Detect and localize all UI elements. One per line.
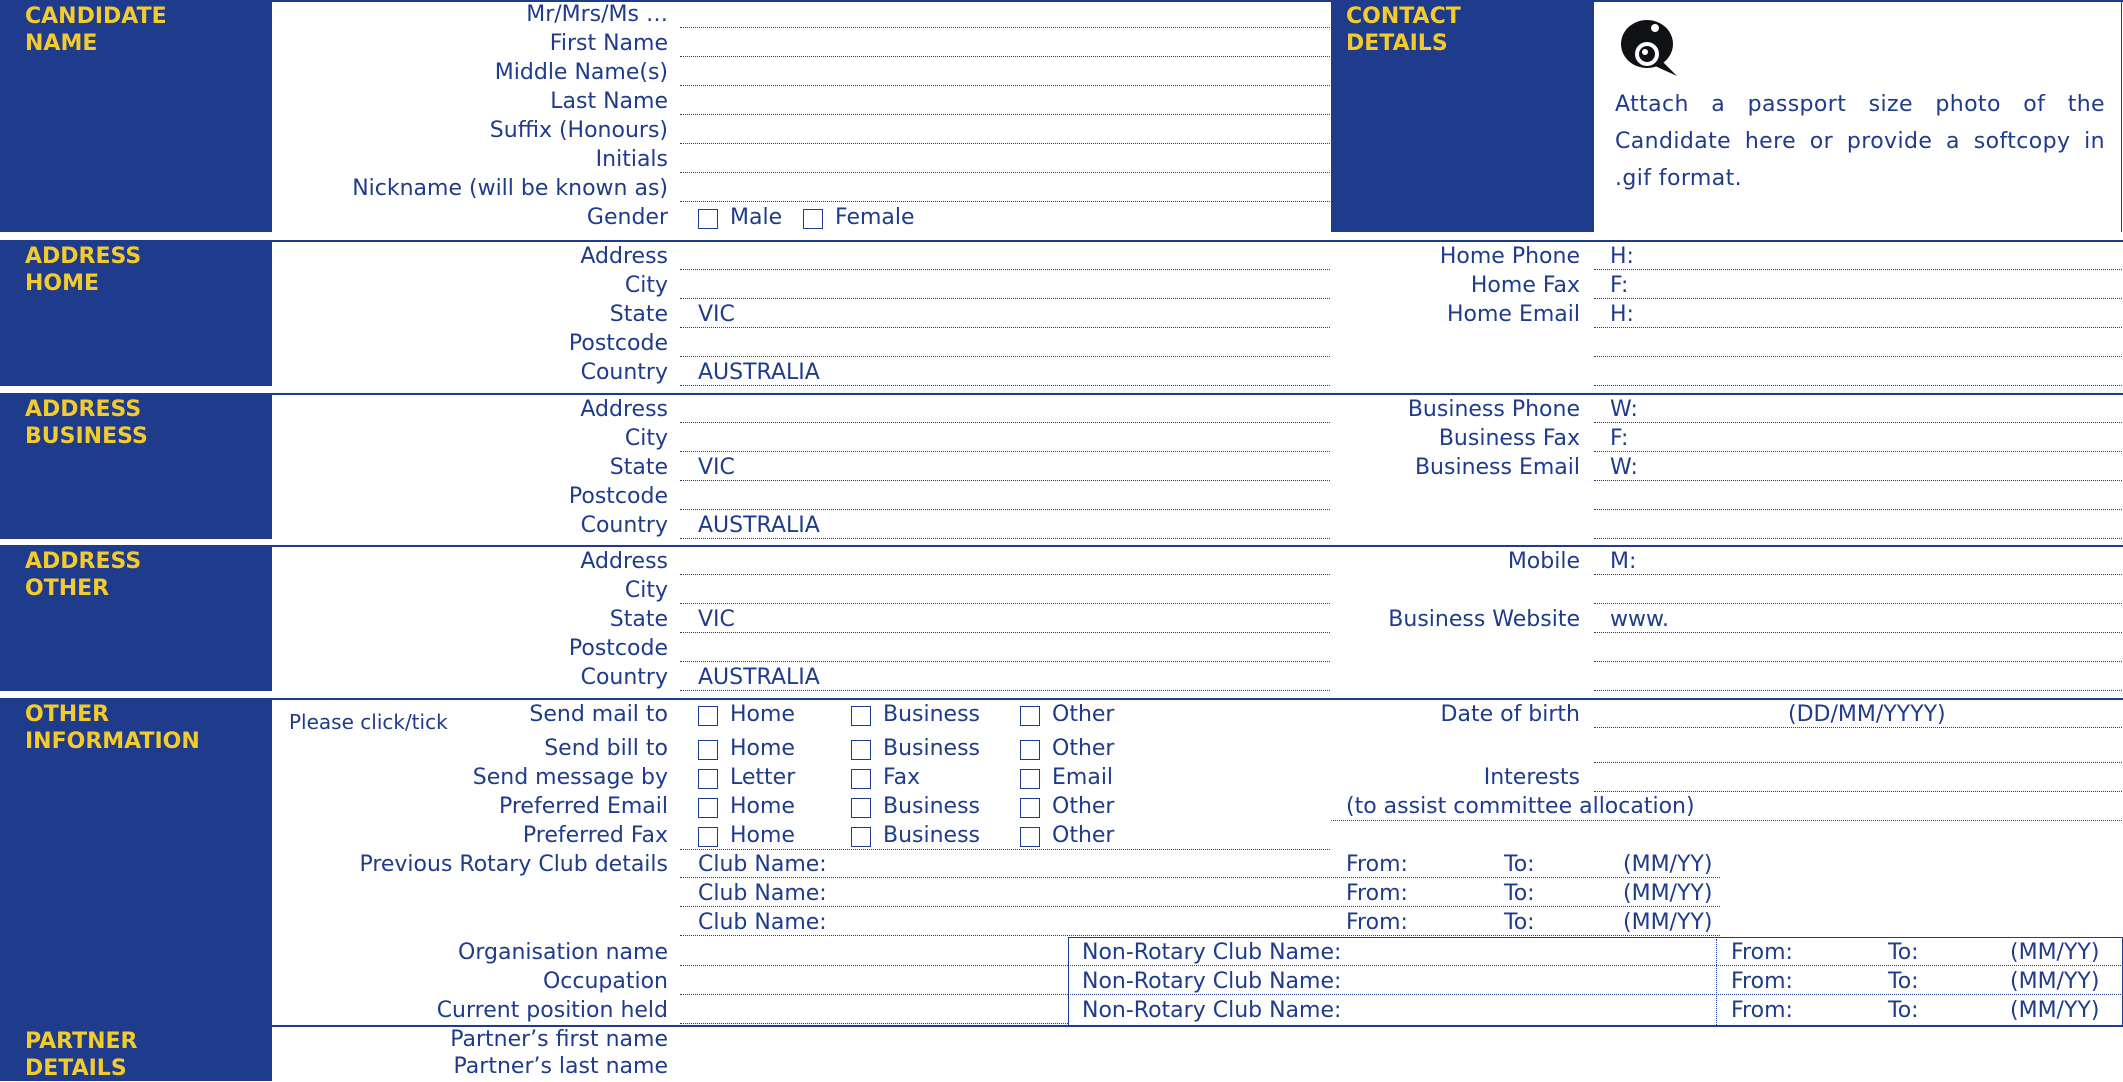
other-address-band	[0, 545, 272, 691]
section-rule	[0, 698, 2123, 700]
club-from-label: From:	[1346, 852, 1408, 877]
checkbox[interactable]	[1020, 827, 1040, 847]
club-name-label: Club Name:	[698, 910, 827, 935]
other-info-title: OTHER INFORMATION	[25, 702, 200, 754]
non-rotary-to: To:	[1888, 940, 1919, 965]
partner-band	[0, 1025, 272, 1081]
photo-instructions: Attach a passport size photo of the Candidate here or provide a softcopy in .gif format.	[1615, 92, 2105, 191]
non-rotary-from: From:	[1731, 940, 1793, 965]
checkbox[interactable]	[851, 740, 871, 760]
checkbox-label: Home	[730, 702, 795, 727]
candidate-field-label: Suffix (Honours)	[489, 118, 668, 143]
club-mmyy: (MM/YY)	[1623, 881, 1713, 906]
non-rotary-label: Non-Rotary Club Name:	[1082, 969, 1342, 994]
club-name-label: Club Name:	[698, 881, 827, 906]
input-line[interactable]	[680, 298, 1330, 299]
input-line[interactable]	[680, 451, 1330, 452]
candidate-field-label: Middle Name(s)	[494, 60, 668, 85]
address-field-label: Address	[580, 397, 668, 422]
input-line[interactable]	[680, 85, 1330, 86]
prev-club-label: Previous Rotary Club details	[359, 852, 668, 877]
candidate-field-label: Gender	[586, 205, 668, 230]
input-line[interactable]	[680, 603, 1330, 604]
checkbox[interactable]	[698, 769, 718, 789]
input-line[interactable]	[680, 480, 1330, 481]
partner-title: PARTNER DETAILS	[25, 1029, 138, 1081]
input-line[interactable]	[680, 965, 1068, 966]
address-field-label: Postcode	[568, 331, 668, 356]
input-line[interactable]	[680, 849, 1330, 850]
checkbox[interactable]	[698, 798, 718, 818]
candidate-field-label: Nickname (will be known as)	[352, 176, 668, 201]
input-line[interactable]	[680, 661, 1330, 662]
input-line[interactable]	[1594, 603, 2122, 604]
club-mmyy: (MM/YY)	[1623, 852, 1713, 877]
photo-drop-area[interactable]	[1594, 0, 2122, 232]
section-rule	[0, 545, 2123, 547]
input-line[interactable]	[1594, 327, 2122, 328]
checkbox[interactable]	[698, 827, 718, 847]
input-line[interactable]	[680, 877, 1720, 878]
checkbox[interactable]	[851, 769, 871, 789]
input-line[interactable]	[680, 632, 1330, 633]
preference-label: Send bill to	[544, 736, 668, 761]
input-line[interactable]	[680, 509, 1330, 510]
contact-label: Business Email	[1414, 455, 1580, 480]
partner-field-label: Partner’s first name	[450, 1027, 668, 1052]
input-line[interactable]	[680, 994, 1068, 995]
input-line[interactable]	[680, 1023, 1068, 1024]
input-line[interactable]	[1068, 965, 2123, 966]
club-name-label: Club Name:	[698, 852, 827, 877]
preference-label: Send mail to	[529, 702, 668, 727]
checkbox[interactable]	[851, 827, 871, 847]
input-line[interactable]	[1594, 269, 2122, 270]
input-line[interactable]	[1594, 791, 2122, 792]
input-line[interactable]	[680, 114, 1330, 115]
checkbox[interactable]	[851, 706, 871, 726]
input-line[interactable]	[680, 27, 1330, 28]
address-field-label: City	[624, 578, 668, 603]
input-line[interactable]	[680, 422, 1330, 423]
contact-label: Mobile	[1507, 549, 1580, 574]
contact-prefix: W:	[1610, 455, 1638, 480]
input-line[interactable]	[1594, 574, 2122, 575]
club-from-label: From:	[1346, 881, 1408, 906]
contact-prefix: W:	[1610, 397, 1638, 422]
address-other-section	[0, 545, 2123, 691]
candidate-title: CANDIDATE NAME	[25, 4, 167, 56]
address-field-label: Address	[580, 244, 668, 269]
checkbox-label: Home	[730, 794, 795, 819]
home-band	[0, 240, 272, 386]
checkbox-label: Letter	[730, 765, 796, 790]
checkbox-label: Fax	[883, 765, 921, 790]
checkbox-label: Email	[1052, 765, 1114, 790]
club-to-label: To:	[1504, 881, 1535, 906]
input-line[interactable]	[680, 201, 1330, 202]
input-line[interactable]	[1594, 762, 2122, 763]
input-line[interactable]	[1594, 385, 2122, 386]
contact-label: Home Fax	[1470, 273, 1580, 298]
input-line[interactable]	[1594, 538, 2122, 539]
tick-hint: Please click/tick	[289, 710, 448, 734]
checkbox[interactable]	[698, 740, 718, 760]
non-rotary-mmyy: (MM/YY)	[2010, 969, 2100, 994]
input-line[interactable]	[1594, 480, 2122, 481]
business-band	[0, 393, 272, 539]
club-to-label: To:	[1504, 852, 1535, 877]
input-line[interactable]	[1594, 690, 2122, 691]
non-rotary-mmyy: (MM/YY)	[2010, 998, 2100, 1023]
checkbox-label: Other	[1052, 736, 1115, 761]
club-to-label: To:	[1504, 910, 1535, 935]
candidate-band	[0, 0, 272, 232]
input-line[interactable]	[680, 574, 1330, 575]
input-line[interactable]	[680, 935, 1720, 936]
candidate-field-label: First Name	[549, 31, 668, 56]
candidate-field-label: Last Name	[550, 89, 668, 114]
contact-prefix: F:	[1610, 426, 1629, 451]
dob-format: (DD/MM/YYYY)	[1788, 702, 1946, 727]
input-line[interactable]	[680, 172, 1330, 173]
input-line[interactable]	[680, 906, 1720, 907]
non-rotary-divider	[1716, 939, 1717, 1025]
checkbox[interactable]	[1020, 769, 1040, 789]
contact-prefix: H:	[1610, 302, 1634, 327]
interests-label: Interests	[1483, 765, 1580, 790]
input-line[interactable]	[1594, 632, 2122, 633]
input-line[interactable]	[1594, 727, 2122, 728]
non-rotary-mmyy: (MM/YY)	[2010, 940, 2100, 965]
non-rotary-to: To:	[1888, 998, 1919, 1023]
non-rotary-label: Non-Rotary Club Name:	[1082, 940, 1342, 965]
dob-label: Date of birth	[1440, 702, 1580, 727]
contact-prefix: www.	[1610, 607, 1669, 632]
candidate-field-label: Initials	[595, 147, 668, 172]
section-rule	[0, 393, 2123, 395]
checkbox-label: Business	[883, 702, 981, 727]
partner-field-label: Partner’s last name	[453, 1054, 668, 1079]
checkbox-label: Home	[730, 823, 795, 848]
contact-prefix: H:	[1610, 244, 1634, 269]
contact-label: Business Website	[1388, 607, 1580, 632]
input-line[interactable]	[1331, 820, 2122, 821]
preference-label: Send message by	[472, 765, 668, 790]
input-line[interactable]	[680, 327, 1330, 328]
checkbox[interactable]	[1020, 706, 1040, 726]
contact-label: Business Phone	[1407, 397, 1580, 422]
non-rotary-label: Non-Rotary Club Name:	[1082, 998, 1342, 1023]
address-field-label: City	[624, 273, 668, 298]
address-field-label: Postcode	[568, 636, 668, 661]
address-field-label: Country	[580, 513, 668, 538]
checkbox-label: Business	[883, 794, 981, 819]
checkbox-label: Female	[835, 205, 915, 230]
checkbox[interactable]	[1020, 740, 1040, 760]
state-value: VIC	[698, 607, 735, 632]
state-value: VIC	[698, 302, 735, 327]
partner-section	[0, 1025, 2123, 1081]
organisation-label: Organisation name	[458, 940, 668, 965]
input-line[interactable]	[680, 269, 1330, 270]
checkbox[interactable]	[803, 209, 823, 229]
contact-label: Home Email	[1447, 302, 1580, 327]
non-rotary-from: From:	[1731, 998, 1793, 1023]
checkbox-label: Other	[1052, 702, 1115, 727]
contact-label: Business Fax	[1438, 426, 1580, 451]
preference-label: Preferred Email	[498, 794, 668, 819]
address-field-label: State	[609, 455, 668, 480]
input-line[interactable]	[1594, 451, 2122, 452]
checkbox-label: Other	[1052, 823, 1115, 848]
input-line[interactable]	[680, 356, 1330, 357]
country-value: AUSTRALIA	[698, 665, 820, 690]
checkbox[interactable]	[698, 706, 718, 726]
contact-band	[1331, 0, 1594, 232]
club-from-label: From:	[1346, 910, 1408, 935]
input-line[interactable]	[1594, 356, 2122, 357]
interests-note: (to assist committee allocation)	[1346, 794, 1695, 819]
address-business-section	[0, 393, 2123, 539]
contact-title: CONTACT DETAILS	[1346, 4, 1461, 56]
contact-prefix: F:	[1610, 273, 1629, 298]
other-info-band	[0, 698, 272, 1025]
section-rule	[0, 240, 2123, 242]
checkbox[interactable]	[851, 798, 871, 818]
state-value: VIC	[698, 455, 735, 480]
camera-icon	[1615, 14, 1689, 80]
input-line[interactable]	[1594, 509, 2122, 510]
candidate-field-label: Mr/Mrs/Ms …	[526, 2, 668, 27]
address-field-label: Country	[580, 360, 668, 385]
non-rotary-from: From:	[1731, 969, 1793, 994]
input-line[interactable]	[1068, 994, 2123, 995]
input-line[interactable]	[1594, 661, 2122, 662]
input-line[interactable]	[680, 143, 1330, 144]
address-field-label: State	[609, 302, 668, 327]
checkbox-label: Other	[1052, 794, 1115, 819]
checkbox-label: Business	[883, 823, 981, 848]
checkbox-label: Male	[730, 205, 783, 230]
input-line[interactable]	[680, 56, 1330, 57]
country-value: AUSTRALIA	[698, 513, 820, 538]
contact-label: Home Phone	[1439, 244, 1580, 269]
organisation-label: Occupation	[542, 969, 668, 994]
preference-label: Preferred Fax	[522, 823, 668, 848]
club-mmyy: (MM/YY)	[1623, 910, 1713, 935]
input-line[interactable]	[1594, 298, 2122, 299]
address-field-label: Postcode	[568, 484, 668, 509]
checkbox-label: Business	[883, 736, 981, 761]
address-home-section	[0, 240, 2123, 386]
address-field-label: Country	[580, 665, 668, 690]
candidate-section	[0, 0, 2123, 232]
non-rotary-to: To:	[1888, 969, 1919, 994]
input-line[interactable]	[1594, 422, 2122, 423]
organisation-label: Current position held	[436, 998, 668, 1023]
country-value: AUSTRALIA	[698, 360, 820, 385]
checkbox-label: Home	[730, 736, 795, 761]
business-title: ADDRESS BUSINESS	[25, 397, 148, 449]
checkbox[interactable]	[1020, 798, 1040, 818]
address-field-label: Address	[580, 549, 668, 574]
contact-prefix: M:	[1610, 549, 1637, 574]
home-title: ADDRESS HOME	[25, 244, 142, 296]
address-field-label: City	[624, 426, 668, 451]
address-field-label: State	[609, 607, 668, 632]
other-address-title: ADDRESS OTHER	[25, 549, 142, 601]
checkbox[interactable]	[698, 209, 718, 229]
